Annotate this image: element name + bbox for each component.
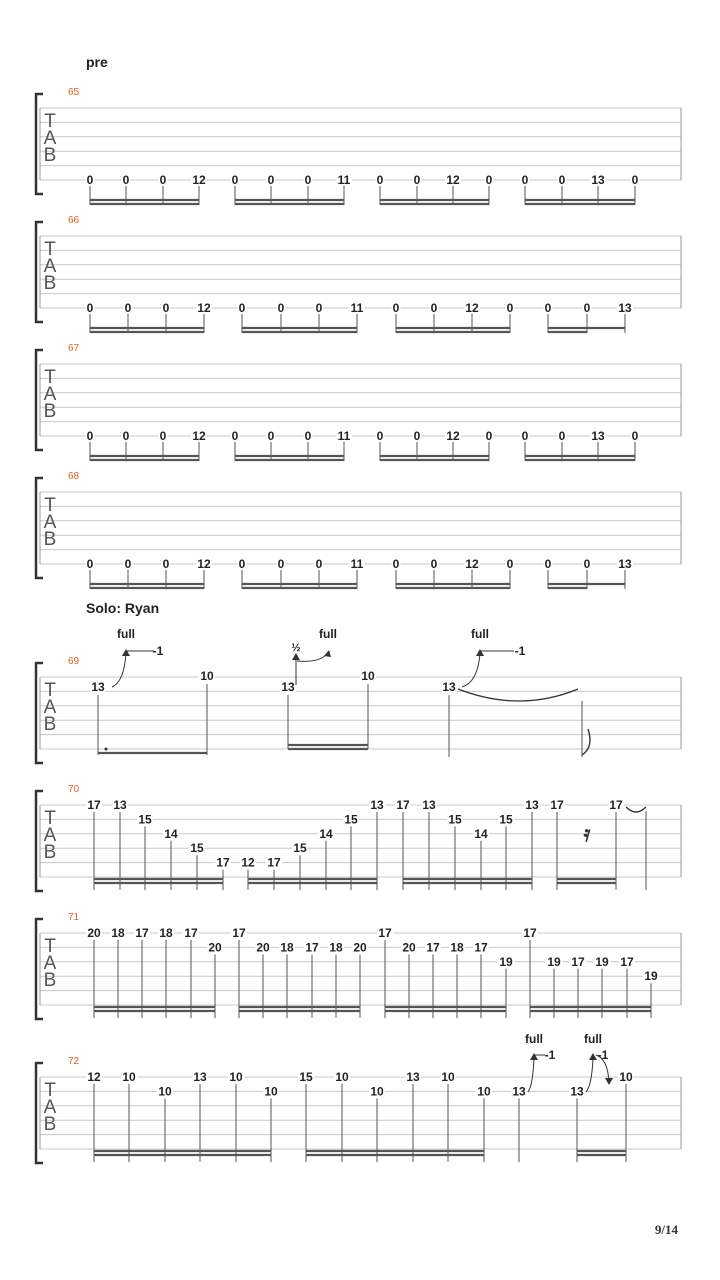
fret-number: 18 (329, 940, 343, 955)
fret-number: 0 (521, 429, 529, 443)
tab-clef-letter: T (44, 936, 56, 957)
fret-number: 13 (512, 1084, 526, 1099)
fret-number: 0 (392, 557, 400, 571)
fret-number: 17 (426, 940, 440, 955)
measure-number: 68 (68, 471, 80, 482)
fret-number: 0 (413, 173, 421, 187)
fret-number: 0 (162, 557, 170, 571)
fret-number: 0 (162, 301, 170, 315)
measure-number: 66 (68, 215, 80, 226)
measure-number: 67 (68, 343, 80, 354)
tab-clef-letter: T (44, 808, 56, 829)
fret-number: 0 (583, 557, 591, 571)
fret-number: 15 (344, 812, 358, 827)
tab-clef-letter: T (44, 367, 56, 388)
fret-number: 0 (124, 301, 132, 315)
fret-number: 18 (280, 940, 294, 955)
fret-number: 17 (87, 798, 101, 812)
fret-number: 10 (200, 669, 214, 683)
fret-number: 0 (430, 301, 438, 315)
fret-number: 19 (595, 954, 609, 969)
fret-number: 0 (267, 173, 275, 187)
tab-clef-letter: B (43, 145, 57, 166)
fret-number: 17 (216, 855, 230, 870)
fret-number: 12 (241, 855, 255, 870)
bend-label-full: full (584, 1032, 602, 1046)
bend-arrowhead (292, 653, 300, 660)
fret-number: 0 (267, 429, 275, 443)
fret-number: 17 (396, 798, 410, 812)
fret-number: 0 (485, 173, 493, 187)
fret-number: 0 (544, 301, 552, 315)
fret-number: 19 (499, 954, 513, 969)
release-label: -1 (544, 1048, 556, 1062)
fret-number: 0 (122, 173, 130, 187)
fret-number: 0 (376, 173, 384, 187)
tab-clef-letter: T (44, 680, 56, 701)
fret-number: 19 (644, 969, 658, 984)
bend-arrowhead (476, 649, 484, 656)
fret-number: 0 (86, 557, 94, 571)
bend-curve (112, 653, 126, 687)
fret-number: 12 (197, 557, 211, 571)
fret-number: 0 (231, 173, 239, 187)
fret-number: 0 (506, 557, 514, 571)
fret-number: 10 (477, 1084, 491, 1099)
fret-number: 20 (402, 940, 416, 955)
fret-number: 20 (256, 940, 270, 955)
fret-number: 20 (87, 926, 101, 940)
tab-clef-letter: T (44, 239, 56, 260)
fret-number: 0 (159, 429, 167, 443)
tie-arc (458, 689, 578, 701)
fret-number: 10 (335, 1070, 349, 1084)
tab-clef-letter: A (43, 953, 57, 974)
fret-number: 0 (231, 429, 239, 443)
tab-clef-letter: T (44, 111, 56, 132)
fret-number: 15 (190, 841, 204, 856)
fret-number: 13 (422, 798, 436, 812)
fret-number: 17 (305, 940, 319, 955)
fret-number: 11 (350, 301, 364, 315)
fret-number: 13 (406, 1070, 420, 1084)
fret-number: 0 (86, 173, 94, 187)
fret-number: 12 (465, 301, 479, 315)
fret-number: 0 (86, 301, 94, 315)
fret-number: 12 (192, 173, 206, 187)
bend-label-half: ½ (291, 642, 301, 654)
measure-number: 65 (68, 87, 80, 98)
fret-number: 12 (87, 1070, 101, 1084)
fret-number: 13 (591, 429, 605, 443)
fret-number: 19 (547, 954, 561, 969)
bend-label-full: full (319, 627, 337, 641)
release-label: -1 (597, 1048, 609, 1062)
fret-number: 18 (111, 926, 125, 940)
fret-number: 17 (523, 926, 537, 940)
bend-label-full: full (471, 627, 489, 641)
fret-number: 13 (591, 173, 605, 187)
fret-number: 14 (319, 826, 333, 841)
fret-number: 13 (91, 680, 105, 694)
tab-clef-letter: A (43, 256, 57, 277)
bend-arrowhead (324, 650, 331, 657)
tab-clef-letter: B (43, 970, 57, 991)
fret-number: 10 (122, 1070, 136, 1084)
release-arrowhead (605, 1078, 613, 1085)
fret-number: 13 (442, 680, 456, 694)
fret-number: 0 (506, 301, 514, 315)
fret-number: 17 (620, 954, 634, 969)
fret-number: 11 (337, 173, 351, 187)
fret-number: 0 (315, 301, 323, 315)
fret-number: 0 (238, 301, 246, 315)
fret-number: 13 (193, 1070, 207, 1084)
bend-curve (462, 653, 480, 687)
tab-clef-letter: B (43, 529, 57, 550)
fret-number: 15 (299, 1070, 313, 1084)
fret-number: 15 (138, 812, 152, 827)
tie-arc (626, 807, 646, 812)
sixteenth-rest: 𝄿 (583, 821, 591, 846)
tab-clef-letter: T (44, 495, 56, 516)
fret-number: 0 (124, 557, 132, 571)
page-number: 9/14 (654, 1222, 678, 1237)
fret-number: 10 (441, 1070, 455, 1084)
fret-number: 0 (558, 173, 566, 187)
measure-number: 70 (68, 784, 80, 795)
fret-number: 11 (350, 557, 364, 571)
fret-number: 0 (631, 429, 639, 443)
bend-marks-layer (112, 627, 646, 1092)
fret-number: 13 (113, 798, 127, 812)
bend-arrowhead (530, 1053, 538, 1060)
fret-number: 17 (609, 798, 623, 812)
release-label: -1 (514, 644, 526, 658)
fret-number: 14 (164, 826, 178, 841)
fret-number: 13 (618, 557, 632, 571)
staccato-dot (105, 748, 108, 751)
fret-number: 0 (631, 173, 639, 187)
measure-number: 71 (68, 912, 80, 923)
fret-number: 12 (465, 557, 479, 571)
fret-number: 12 (197, 301, 211, 315)
fret-number: 17 (474, 940, 488, 955)
bend-arrowhead (122, 649, 130, 656)
note-flag (582, 729, 590, 755)
bend-label-full: full (117, 627, 135, 641)
tab-clef-letter: B (43, 273, 57, 294)
fret-number: 0 (315, 557, 323, 571)
tab-clef-letter: T (44, 1080, 56, 1101)
tab-clef-letter: A (43, 128, 57, 149)
tab-clef-letter: B (43, 1114, 57, 1135)
fret-number: 17 (232, 926, 246, 940)
fret-number: 12 (446, 429, 460, 443)
fret-number: 0 (304, 429, 312, 443)
fret-number: 0 (122, 429, 130, 443)
fret-number: 0 (277, 301, 285, 315)
fret-number: 10 (264, 1084, 278, 1099)
tab-clef-letter: A (43, 1097, 57, 1118)
bend-curve (586, 1057, 593, 1092)
fret-number: 15 (499, 812, 513, 827)
measure-number: 72 (68, 1056, 80, 1067)
fret-number: 18 (450, 940, 464, 955)
fret-number: 18 (159, 926, 173, 940)
bend-label-full: full (525, 1032, 543, 1046)
fret-number: 0 (558, 429, 566, 443)
fret-number: 12 (192, 429, 206, 443)
fret-number: 0 (485, 429, 493, 443)
fret-number: 0 (277, 557, 285, 571)
fret-number: 10 (619, 1070, 633, 1084)
fret-number: 0 (544, 557, 552, 571)
bend-curve (297, 653, 328, 661)
fret-number: 17 (135, 926, 149, 940)
fret-number: 0 (238, 557, 246, 571)
fret-number: 0 (430, 557, 438, 571)
fret-number: 13 (525, 798, 539, 812)
fret-number: 13 (570, 1084, 584, 1099)
fret-number: 17 (550, 798, 564, 812)
fret-number: 14 (474, 826, 488, 841)
fret-number: 20 (208, 940, 222, 955)
fret-number: 0 (376, 429, 384, 443)
fret-number: 17 (571, 954, 585, 969)
release-label: -1 (152, 644, 164, 658)
fret-number: 10 (370, 1084, 384, 1099)
tab-clef-letter: B (43, 842, 57, 863)
fret-number: 0 (392, 301, 400, 315)
fret-number: 15 (448, 812, 462, 827)
fret-number: 0 (413, 429, 421, 443)
fret-number: 0 (86, 429, 94, 443)
tab-clef-letter: A (43, 825, 57, 846)
fret-number: 17 (267, 855, 281, 870)
fret-number: 20 (353, 940, 367, 955)
tab-clef-letter: B (43, 714, 57, 735)
fret-number: 0 (521, 173, 529, 187)
fret-numbers-layer (68, 87, 659, 1098)
fret-number: 11 (337, 429, 351, 443)
fret-number: 13 (370, 798, 384, 812)
tab-clef-letter: A (43, 512, 57, 533)
fret-number: 10 (158, 1084, 172, 1099)
section-label-solo: Solo: Ryan (86, 600, 160, 616)
section-label-pre: pre (86, 54, 108, 70)
fret-number: 15 (293, 841, 307, 856)
fret-number: 12 (446, 173, 460, 187)
tab-clef-letter: B (43, 401, 57, 422)
tab-clef-letter: A (43, 384, 57, 405)
fret-number: 17 (184, 926, 198, 940)
fret-number: 0 (583, 301, 591, 315)
fret-number: 13 (281, 680, 295, 694)
bend-curve (528, 1057, 534, 1092)
fret-number: 10 (229, 1070, 243, 1084)
fret-number: 0 (304, 173, 312, 187)
bend-arrowhead (589, 1053, 597, 1060)
fret-number: 10 (361, 669, 375, 683)
measure-number: 69 (68, 656, 80, 667)
fret-number: 17 (378, 926, 392, 940)
fret-number: 13 (618, 301, 632, 315)
tab-clef-letter: A (43, 697, 57, 718)
fret-number: 0 (159, 173, 167, 187)
